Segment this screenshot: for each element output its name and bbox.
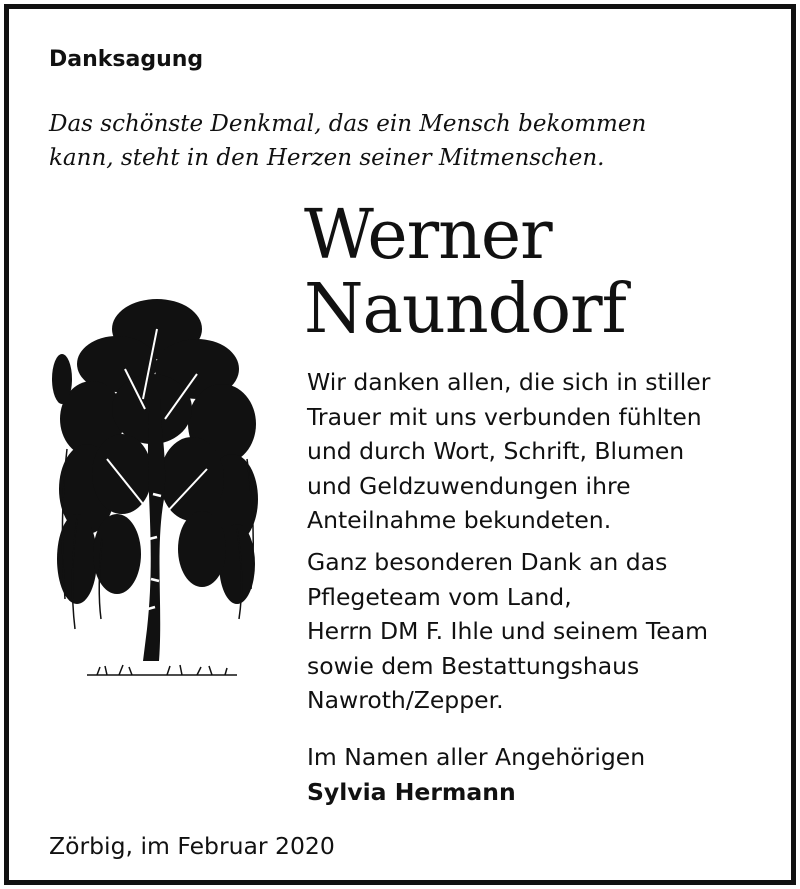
special-thanks-line: Pflegeteam vom Land, xyxy=(307,582,572,611)
first-name: Werner xyxy=(304,196,552,275)
heading: Danksagung xyxy=(49,47,204,72)
birch-tree-icon xyxy=(47,289,267,689)
motto-line: kann, steht in den Herzen seiner Mitmenschen. xyxy=(49,145,605,171)
special-thanks-line: Herrn DM F. Ihle und seinem Team xyxy=(307,617,709,645)
closing-block xyxy=(307,740,787,809)
deceased-name xyxy=(304,196,626,349)
special-thanks-line: Nawroth/Zepper. xyxy=(307,686,504,714)
special-thanks-paragraph xyxy=(307,545,787,718)
motto-quote xyxy=(49,107,769,175)
thanks-line: Trauer mit uns verbunden fühlten xyxy=(307,402,702,431)
signer-name: Sylvia Hermann xyxy=(307,777,516,806)
thanks-line: Wir danken allen, die sich in stiller xyxy=(307,368,711,396)
special-thanks-line: sowie dem Bestattungshaus xyxy=(307,651,640,680)
thanks-line: und durch Wort, Schrift, Blumen xyxy=(307,437,685,465)
obituary-card xyxy=(4,4,796,885)
place-date: Zörbig, im Februar 2020 xyxy=(49,832,335,860)
thanks-paragraph xyxy=(307,365,787,538)
special-thanks-line: Ganz besonderen Dank an das xyxy=(307,548,668,576)
motto-line: Das schönste Denkmal, das ein Mensch bekommen xyxy=(49,111,647,137)
thanks-line: Anteilnahme bekundeten. xyxy=(307,506,612,534)
on-behalf-text: Im Namen aller Angehörigen xyxy=(307,743,646,771)
thanks-line: und Geldzuwendungen ihre xyxy=(307,471,631,500)
last-name: Naundorf xyxy=(304,270,626,349)
